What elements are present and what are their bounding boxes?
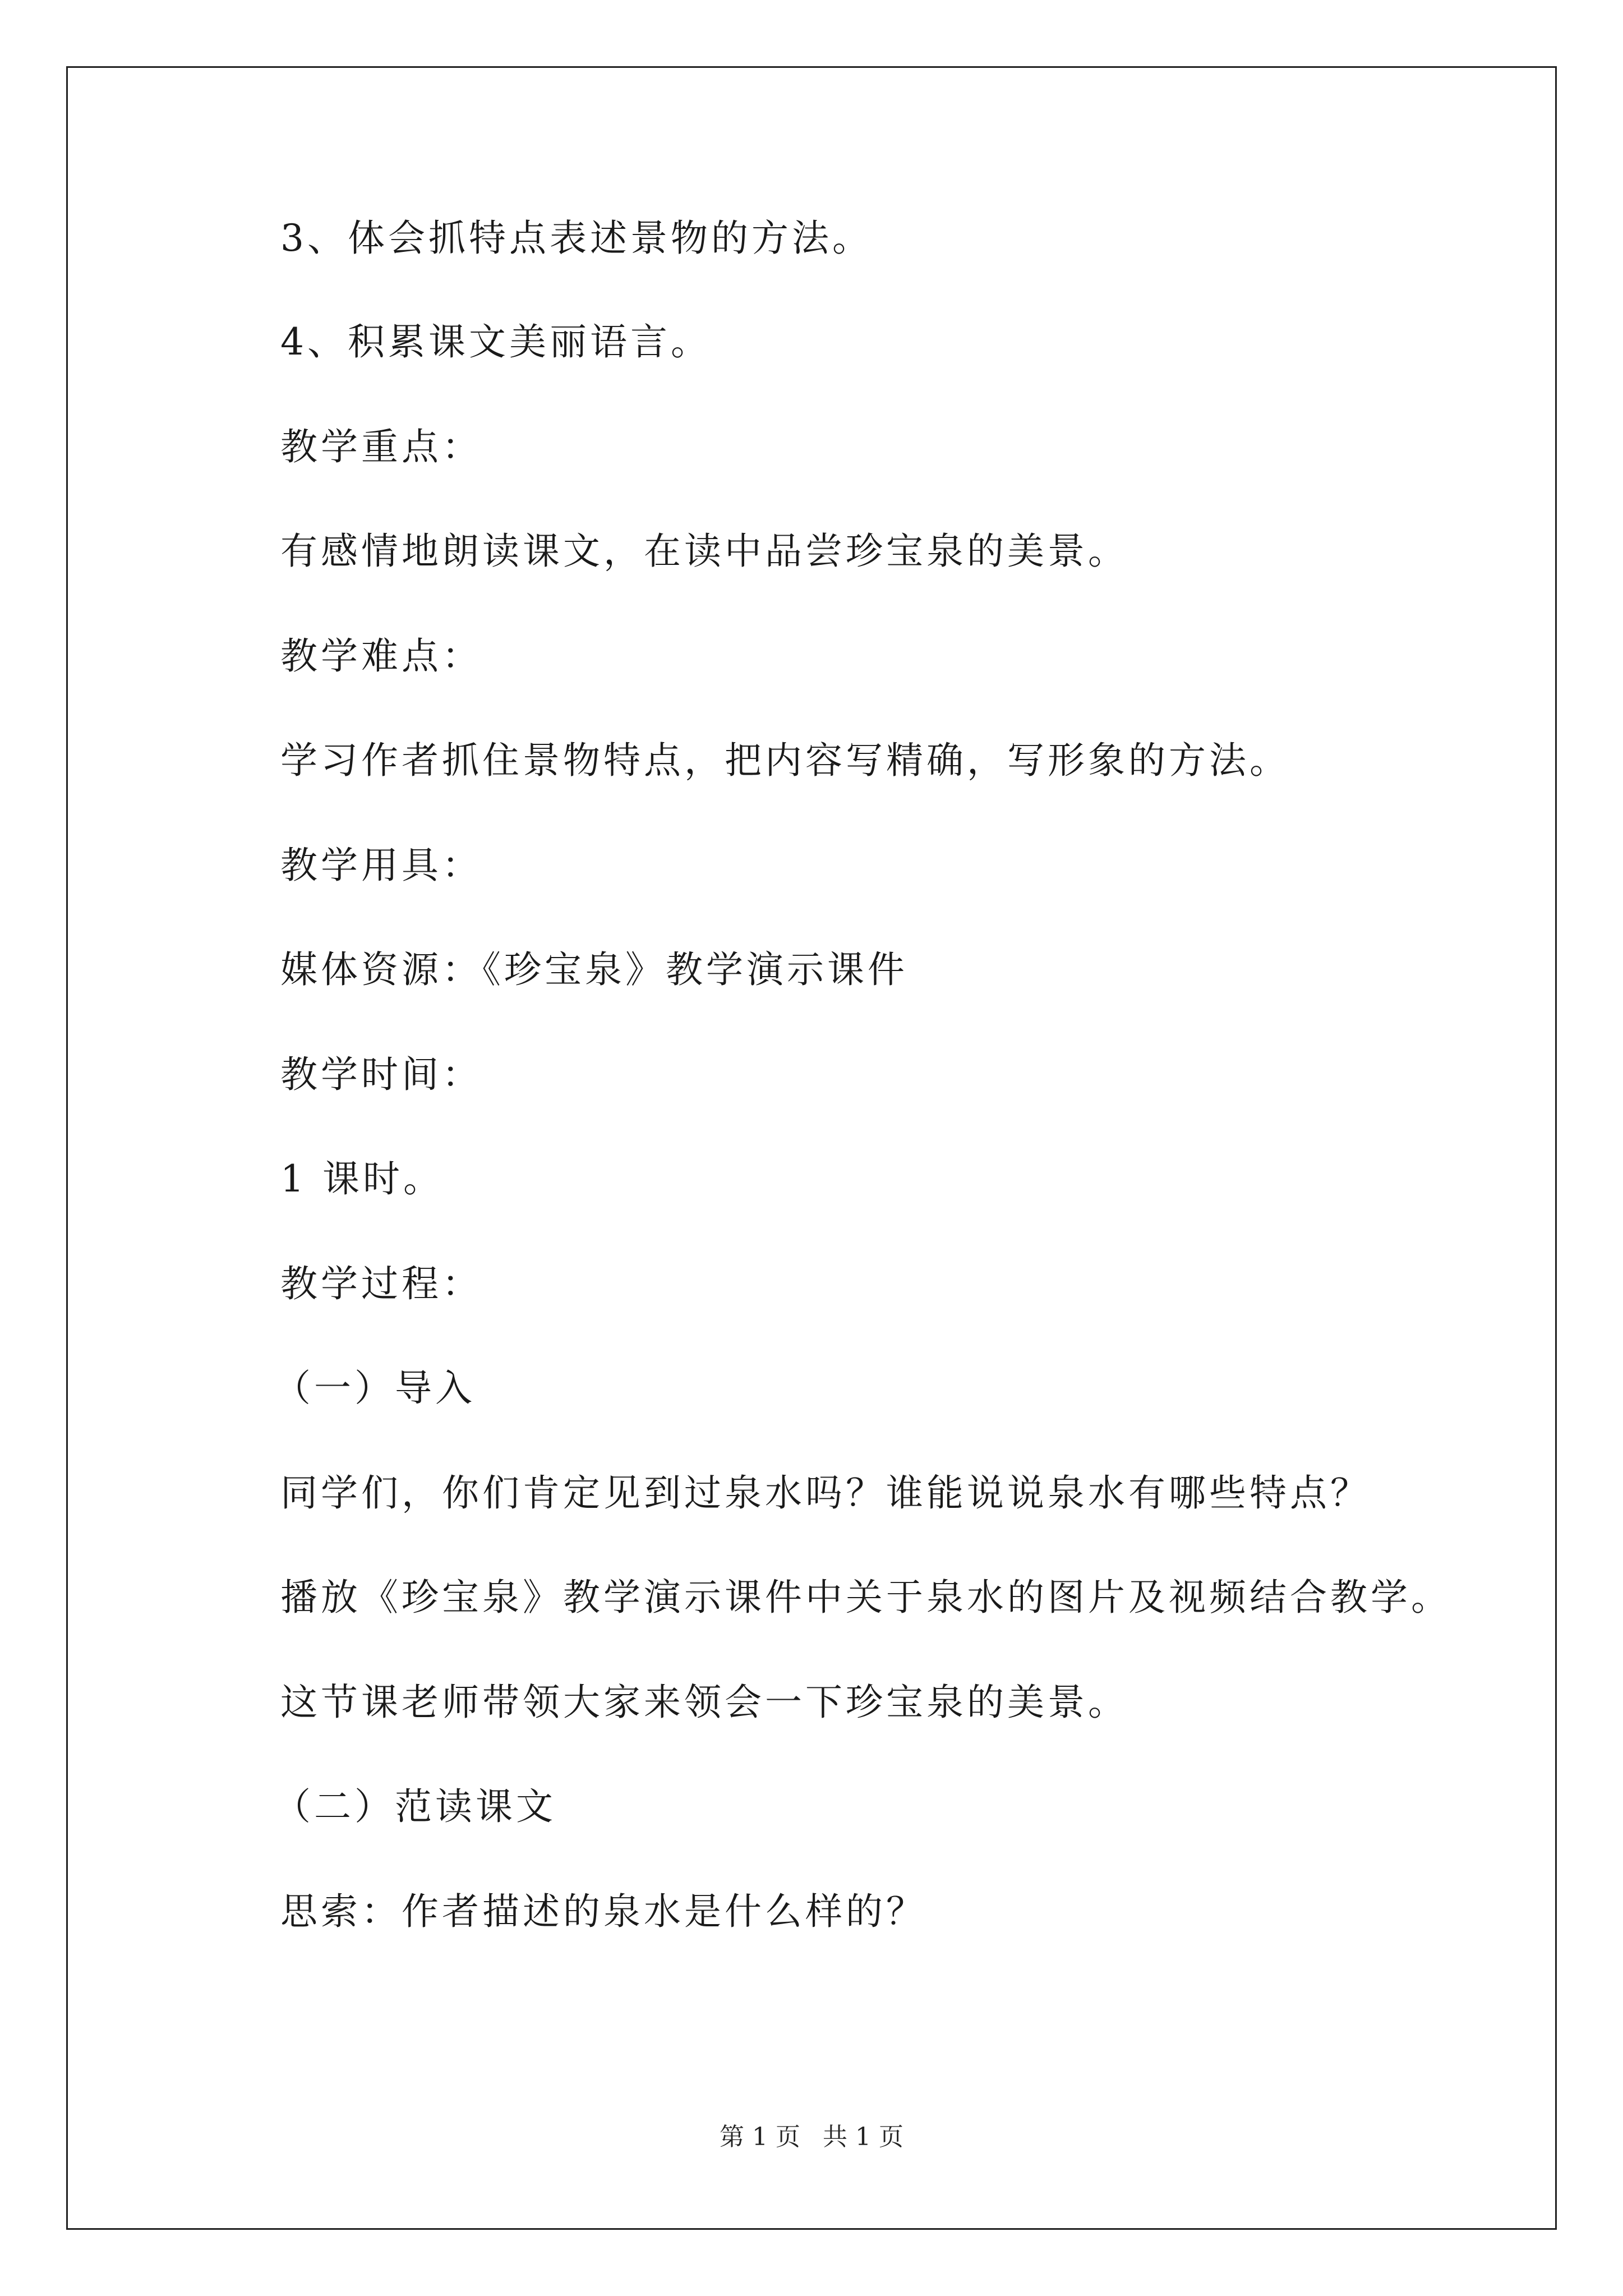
page-number-total: 共 1 页 bbox=[823, 2123, 903, 2151]
heading-time: 教学时间： bbox=[280, 1053, 482, 1096]
heading-model-reading: （二）范读课文 bbox=[274, 1785, 556, 1828]
text-line-key-points: 有感情地朗读课文，在读中品尝珍宝泉的美景。 bbox=[280, 530, 1128, 573]
heading-tools: 教学用具： bbox=[280, 844, 482, 887]
heading-introduction: （一）导入 bbox=[274, 1366, 476, 1410]
text-line-difficulties: 学习作者抓住景物特点，把内容写精确，写形象的方法。 bbox=[280, 739, 1290, 782]
page-footer bbox=[0, 2120, 1623, 2154]
heading-process: 教学过程： bbox=[280, 1262, 482, 1305]
text-line-lesson-intro: 这节课老师带领大家来领会一下珍宝泉的美景。 bbox=[280, 1681, 1128, 1724]
text-line-question: 同学们，你们肯定见到过泉水吗？谁能说说泉水有哪些特点？ bbox=[280, 1471, 1371, 1515]
text-line-objective-3: 3、体会抓特点表述景物的方法。 bbox=[280, 217, 873, 260]
text-line-objective-4: 4、积累课文美丽语言。 bbox=[280, 320, 711, 364]
heading-key-points: 教学重点： bbox=[280, 425, 482, 468]
heading-difficulties: 教学难点： bbox=[280, 634, 482, 678]
text-line-tools: 媒体资源：《珍宝泉》教学演示课件 bbox=[280, 948, 908, 991]
text-line-think: 思索：作者描述的泉水是什么样的？ bbox=[280, 1890, 926, 1933]
text-line-time: 1 课时。 bbox=[280, 1157, 444, 1200]
text-line-media: 播放《珍宝泉》教学演示课件中关于泉水的图片及视频结合教学。 bbox=[280, 1576, 1451, 1619]
page-number-current: 第 1 页 bbox=[720, 2123, 800, 2151]
